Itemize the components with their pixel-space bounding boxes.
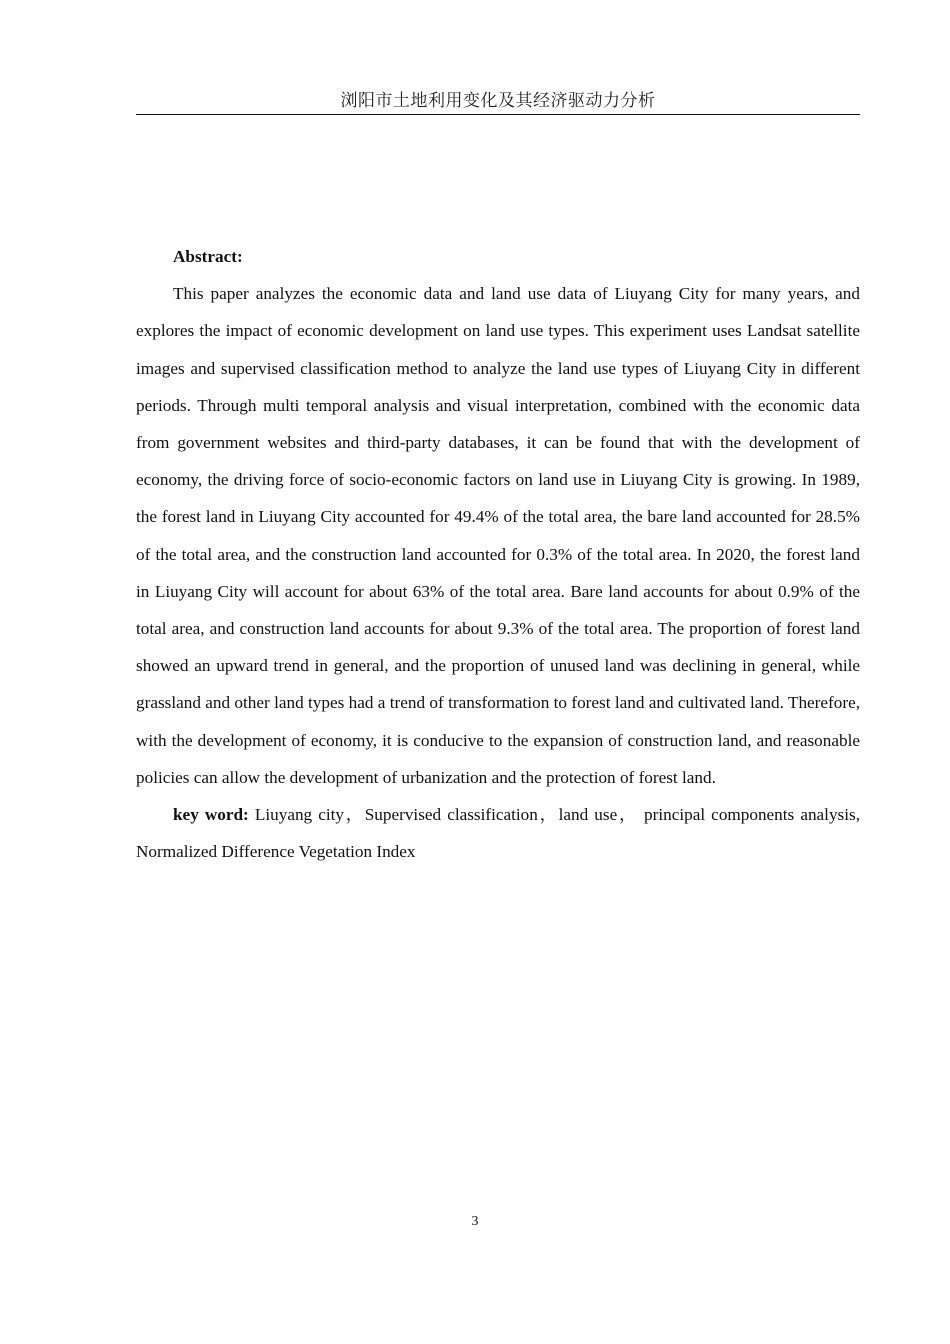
header-title: 浏阳市土地利用变化及其经济驱动力分析 bbox=[340, 91, 656, 111]
keywords-paragraph bbox=[136, 796, 860, 870]
running-header bbox=[136, 90, 860, 115]
keywords-label: key word: bbox=[173, 805, 249, 825]
abstract-body: This paper analyzes the economic data and land use data of Liuyang City for many years, and explores the impact of economic development on land use types. This experiment uses Landsat satellite images and supervised classification method to analyze the land use types of Liuyang City in different periods. Through multi temporal analysis and visual interpretation, combined with the economic data from government websites and third-party databases, it can be found that with the development of economy, the driving force of socio-economic factors on land use in Liuyang City is growing. In 1989, the forest land in Liuyang City accounted for 49.4% of the total area, the bare land accounted for 28.5% of the total area, and the construction land accounted for 0.3% of the total area. In 2020, the forest land in Liuyang City will account for about 63% of the total area. Bare land accounts for about 0.9% of the total area, and construction land accounts for about 9.3% of the total area. The proportion of forest land showed an upward trend in general, and the proportion of unused land was declining in general, while grassland and other land types had a trend of transformation to forest land and cultivated land. Therefore, with the development of economy, it is conducive to the expansion of construction land, and reasonable policies can allow the development of urbanization and the protection of forest land. bbox=[136, 284, 860, 787]
keywords-text: Liuyang city，Supervised classification，land use， principal components analysis, Normalized Difference Vegetation Index bbox=[136, 805, 860, 862]
page-number: 3 bbox=[471, 1214, 479, 1229]
abstract-heading: Abstract: bbox=[173, 247, 243, 266]
abstract-section bbox=[136, 238, 860, 870]
